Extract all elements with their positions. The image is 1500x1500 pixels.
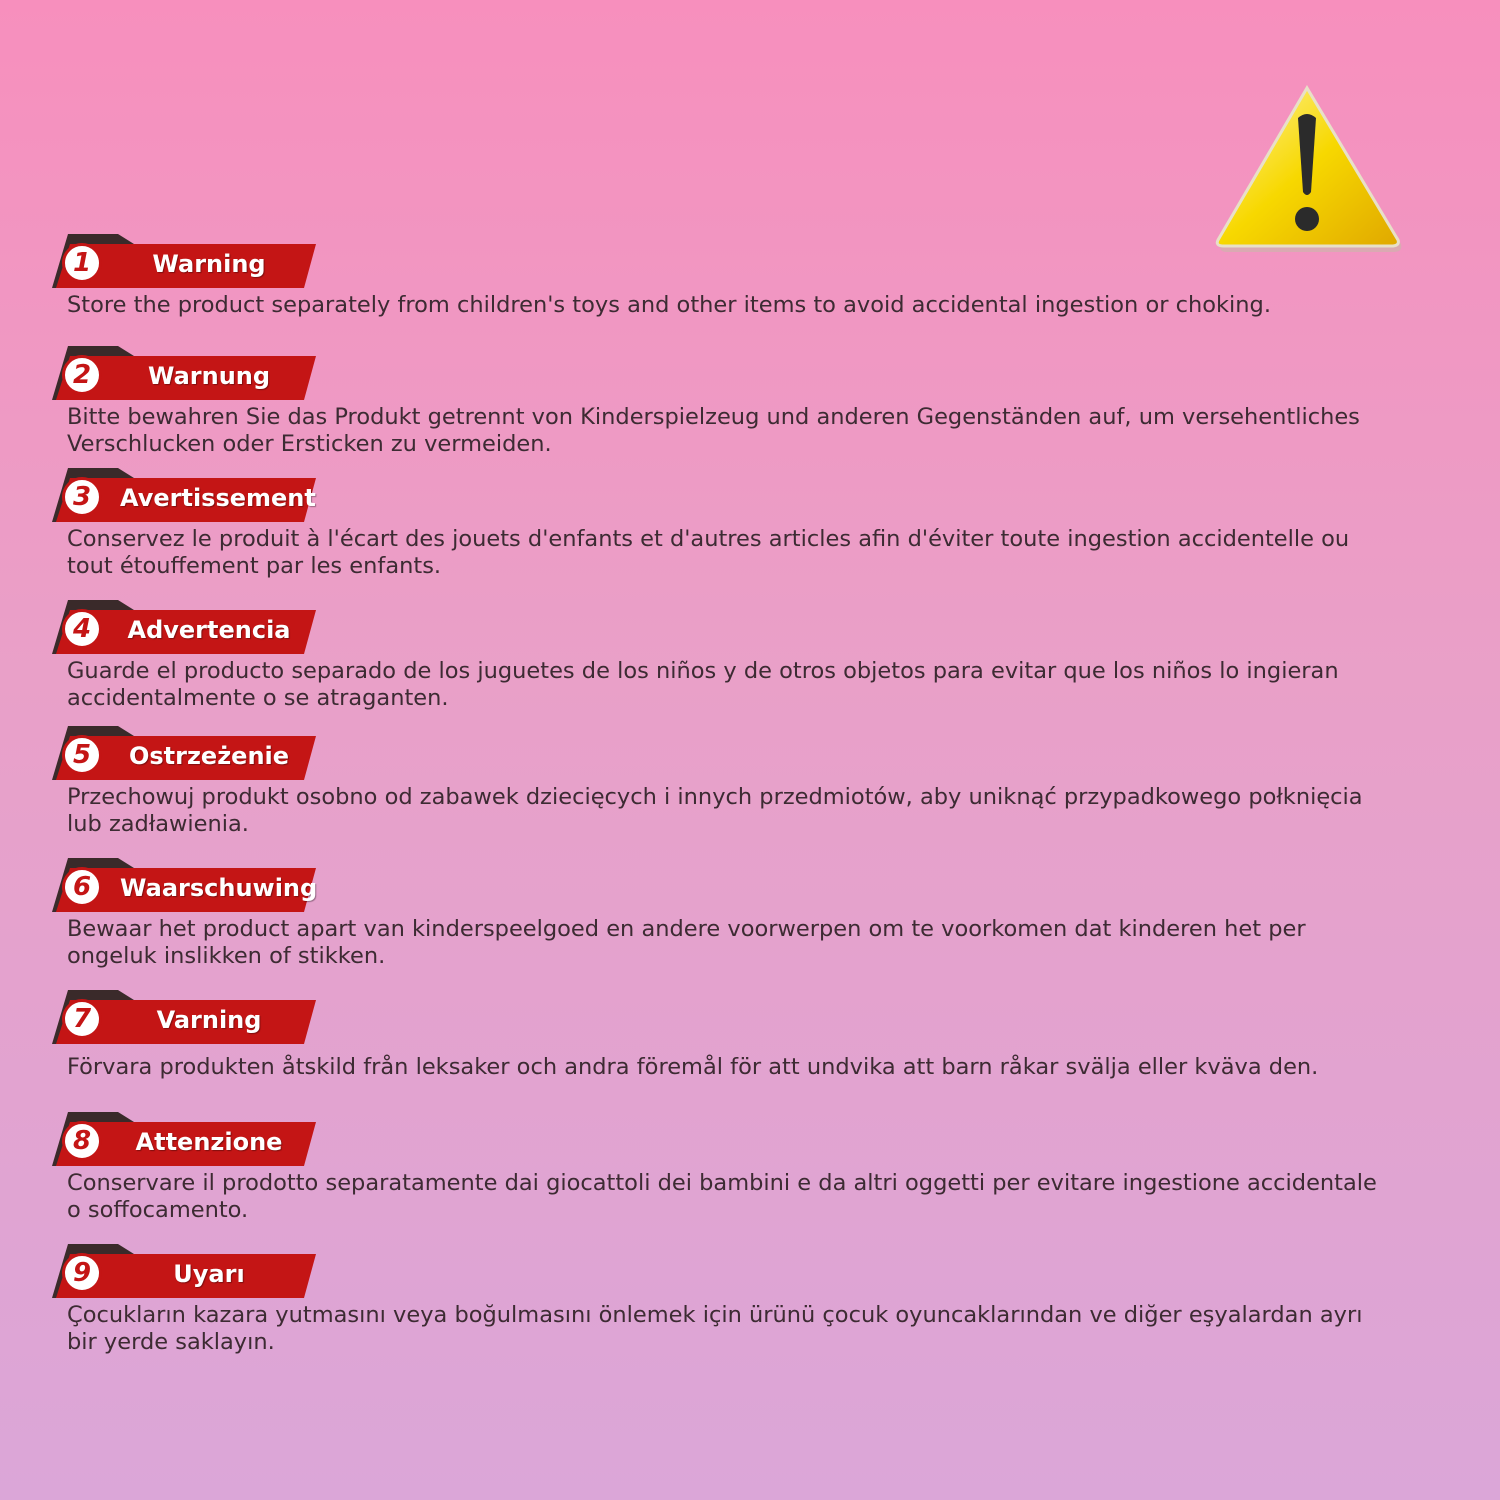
section-label: Avertissement — [120, 484, 316, 512]
section-label: Uyarı — [173, 1260, 245, 1288]
warning-section-8 — [52, 1110, 1412, 1224]
section-label: Attenzione — [135, 1128, 283, 1156]
section-text: Conservez le produit à l'écart des jouets d'enfants et d'autres articles afin d'éviter toute ingestion accidentelle ou tout étouffement par les enfants. — [67, 526, 1350, 579]
section-label: Advertencia — [127, 616, 291, 644]
section-label: Varning — [156, 1006, 262, 1034]
section-text: Bewaar het product apart van kinderspeelgoed en andere voorwerpen om te voorkomen dat kinderen het per ongeluk inslikken of stikken. — [67, 916, 1306, 969]
section-text: Przechowuj produkt osobno od zabawek dziecięcych i innych przedmiotów, aby uniknąć przypadkowego połknięcia lub zadławienia. — [67, 784, 1363, 837]
section-text: Förvara produkten åtskild från leksaker och andra föremål för att undvika att barn råkar svälja eller kväva den. — [67, 1054, 1319, 1080]
warning-section-1 — [52, 232, 1412, 319]
section-label: Warnung — [147, 362, 271, 390]
section-label-banner — [52, 466, 318, 522]
section-number-badge: 9 — [62, 1253, 102, 1293]
section-label-banner — [52, 232, 318, 288]
section-number-badge: 7 — [62, 999, 102, 1039]
warning-section-2 — [52, 344, 1412, 458]
section-number-badge: 1 — [62, 243, 102, 283]
section-text: Store the product separately from children's toys and other items to avoid accidental ingestion or choking. — [67, 292, 1271, 318]
section-label: Warning — [152, 250, 266, 278]
warning-triangle-icon — [1210, 82, 1405, 252]
section-text: Guarde el producto separado de los juguetes de los niños y de otros objetos para evitar que los niños lo ingieran accidentalmente o se atraganten. — [67, 658, 1339, 711]
warning-section-5 — [52, 724, 1412, 838]
section-number-badge: 4 — [62, 609, 102, 649]
warning-section-7 — [52, 988, 1412, 1081]
warning-section-6 — [52, 856, 1412, 970]
section-label-banner — [52, 856, 318, 912]
section-label-banner — [52, 1242, 318, 1298]
section-number-badge: 5 — [62, 735, 102, 775]
section-number-badge: 6 — [62, 867, 102, 907]
warning-section-3 — [52, 466, 1412, 580]
section-label-banner — [52, 988, 318, 1044]
section-label: Ostrzeżenie — [128, 742, 290, 770]
section-text: Çocukların kazara yutmasını veya boğulmasını önlemek için ürünü çocuk oyuncaklarından ve diğer eşyalardan ayrı bir yerde saklayın. — [67, 1302, 1363, 1355]
section-number-badge: 8 — [62, 1121, 102, 1161]
section-label: Waarschuwing — [120, 874, 318, 902]
warning-section-4 — [52, 598, 1412, 712]
section-label-banner — [52, 1110, 318, 1166]
section-number-badge: 3 — [62, 477, 102, 517]
section-text: Bitte bewahren Sie das Produkt getrennt von Kinderspielzeug und anderen Gegenständen auf, um versehentliches Verschlucken oder Ersticken zu vermeiden. — [67, 404, 1360, 457]
section-label-banner — [52, 598, 318, 654]
section-label-banner — [52, 344, 318, 400]
section-number-badge: 2 — [62, 355, 102, 395]
section-text: Conservare il prodotto separatamente dai giocattoli dei bambini e da altri oggetti per evitare ingestione accidentale o soffocamento. — [67, 1170, 1377, 1223]
warning-section-9 — [52, 1242, 1412, 1356]
section-label-banner — [52, 724, 318, 780]
